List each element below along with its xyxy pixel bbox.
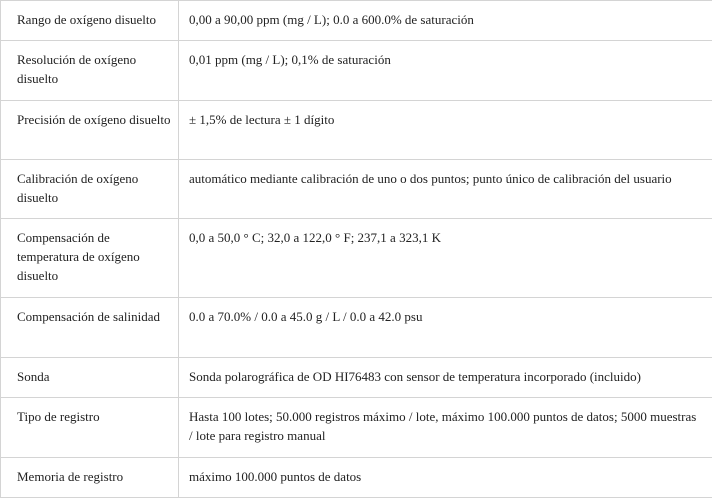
table-row <box>1 101 712 160</box>
row-value: 0.0 a 70.0% / 0.0 a 45.0 g / L / 0.0 a 42.0 psu <box>179 298 712 358</box>
table-row <box>1 358 712 398</box>
row-label: Rango de oxígeno disuelto <box>1 1 179 41</box>
row-label: Resolución de oxígeno disuelto <box>1 41 179 101</box>
row-value: Hasta 100 lotes; 50.000 registros máximo / lote, máximo 100.000 puntos de datos; 5000 muestras / lote para registro manual <box>179 398 712 458</box>
row-value: máximo 100.000 puntos de datos <box>179 458 712 498</box>
row-value: automático mediante calibración de uno o dos puntos; punto único de calibración del usuario <box>179 160 712 219</box>
row-value: 0,00 a 90,00 ppm (mg / L); 0.0 a 600.0% de saturación <box>179 1 712 41</box>
row-label: Sonda <box>1 358 179 398</box>
table-row <box>1 1 712 41</box>
row-value: 0,01 ppm (mg / L); 0,1% de saturación <box>179 41 712 101</box>
row-value: ± 1,5% de lectura ± 1 dígito <box>179 101 712 160</box>
table-row <box>1 298 712 358</box>
row-value: 0,0 a 50,0 ° C; 32,0 a 122,0 ° F; 237,1 a 323,1 K <box>179 219 712 298</box>
table-row <box>1 160 712 219</box>
table-row <box>1 398 712 458</box>
row-label: Compensación de temperatura de oxígeno disuelto <box>1 219 179 298</box>
row-label: Calibración de oxígeno disuelto <box>1 160 179 219</box>
row-label: Tipo de registro <box>1 398 179 458</box>
row-label: Precisión de oxígeno disuelto <box>1 101 179 160</box>
table-row <box>1 41 712 101</box>
table-row <box>1 219 712 298</box>
row-value: Sonda polarográfica de OD HI76483 con sensor de temperatura incorporado (incluido) <box>179 358 712 398</box>
row-label: Compensación de salinidad <box>1 298 179 358</box>
table-row <box>1 458 712 498</box>
row-label: Memoria de registro <box>1 458 179 498</box>
